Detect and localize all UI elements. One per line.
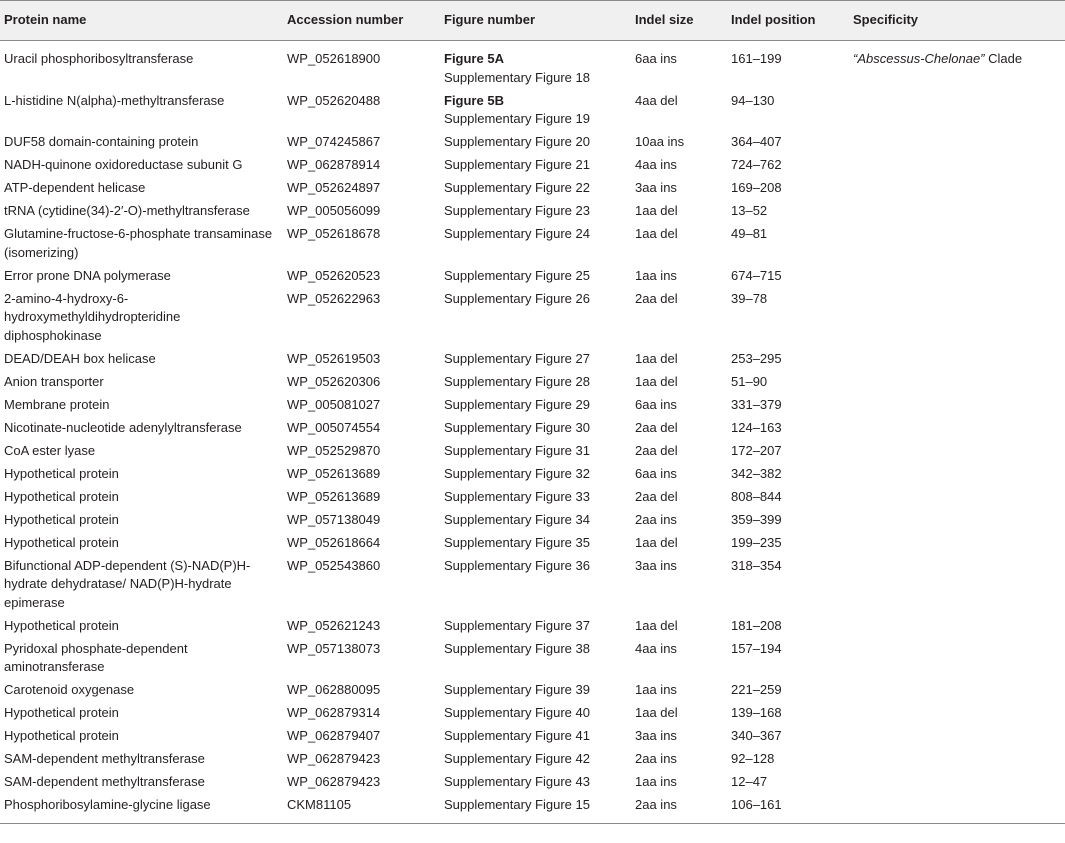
header-indel-position: Indel position [727, 1, 849, 41]
specificity-cell [849, 439, 1065, 462]
protein-name-cell: L-histidine N(alpha)-methyltransferase [4, 92, 225, 108]
indel-size-cell: 6aa ins [635, 465, 677, 481]
accession-number-cell: WP_052529870 [287, 442, 381, 458]
table-row [0, 485, 1065, 508]
accession-number-cell: WP_057138049 [287, 511, 381, 527]
indel-size-cell: 2aa del [635, 419, 678, 435]
specificity-cell [849, 771, 1065, 794]
specificity-cell [849, 393, 1065, 416]
accession-number-cell: WP_062879423 [287, 751, 381, 766]
indel-size-cell: 2aa del [635, 290, 678, 306]
specificity-cell [849, 41, 1065, 90]
figure-number-cell [440, 264, 631, 287]
figure-supplementary-label: Supplementary Figure 30 [444, 419, 590, 435]
figure-supplementary-label: Supplementary Figure 41 [444, 728, 590, 743]
indel-position-cell: 364–407 [731, 134, 782, 149]
table-row [0, 748, 1065, 771]
table-row [0, 347, 1065, 370]
table-row [0, 223, 1065, 265]
figure-number-cell [440, 416, 631, 439]
specificity-cell [849, 154, 1065, 177]
table-row [0, 508, 1065, 531]
protein-name-cell: Hypothetical protein [4, 705, 119, 720]
accession-number-cell: WP_052624897 [287, 180, 381, 195]
figure-number-cell [440, 462, 631, 485]
protein-name-cell: Hypothetical protein [4, 617, 119, 633]
indel-position-cell: 318–354 [731, 557, 782, 573]
figure-number-cell [440, 725, 631, 748]
figure-number-cell [440, 508, 631, 531]
specificity-cell [849, 725, 1065, 748]
figure-number-cell [440, 131, 631, 154]
protein-name-cell: Hypothetical protein [4, 534, 119, 550]
accession-number-cell: WP_057138073 [287, 640, 381, 656]
header-accession-number: Accession number [283, 1, 440, 41]
specificity-cell [849, 223, 1065, 265]
table-row [0, 177, 1065, 200]
header-figure-number: Figure number [440, 1, 631, 41]
indel-size-cell: 1aa del [635, 373, 678, 389]
protein-name-cell: DUF58 domain-containing protein [4, 134, 199, 149]
figure-supplementary-label: Supplementary Figure 40 [444, 705, 590, 720]
figure-supplementary-label: Supplementary Figure 24 [444, 226, 590, 241]
figure-number-cell [440, 370, 631, 393]
figure-number-cell [440, 439, 631, 462]
figure-supplementary-label: Supplementary Figure 25 [444, 267, 590, 283]
indel-position-cell: 92–128 [731, 751, 775, 766]
accession-number-cell: WP_052618678 [287, 226, 381, 241]
figure-number-cell [440, 41, 631, 90]
figure-supplementary-label: Supplementary Figure 26 [444, 290, 590, 306]
specificity-cell [849, 347, 1065, 370]
figure-number-cell [440, 679, 631, 702]
specificity-cell [849, 508, 1065, 531]
accession-number-cell: WP_062879423 [287, 774, 381, 789]
accession-number-cell: WP_074245867 [287, 134, 381, 149]
table-row [0, 554, 1065, 614]
indel-position-cell: 359–399 [731, 511, 782, 527]
accession-number-cell: WP_062879407 [287, 728, 381, 743]
specificity-clade-name: “Abscessus-Chelonae” [853, 51, 985, 66]
specificity-cell [849, 131, 1065, 154]
protein-name-cell: Uracil phosphoribosyltransferase [4, 51, 194, 66]
indel-size-cell: 1aa ins [635, 774, 677, 789]
figure-supplementary-label: Supplementary Figure 15 [444, 797, 590, 812]
table-row [0, 462, 1065, 485]
indel-size-cell: 4aa ins [635, 157, 677, 172]
figure-supplementary-label: Supplementary Figure 27 [444, 350, 590, 366]
header-indel-size: Indel size [631, 1, 727, 41]
specificity-cell [849, 554, 1065, 614]
accession-number-cell: WP_062879314 [287, 705, 381, 720]
accession-number-cell: CKM81105 [283, 794, 440, 823]
protein-name-cell: 2-amino-4-hydroxy-6-hydroxymethyldihydropteridine diphosphokinase [4, 290, 181, 343]
indel-position-cell: 724–762 [731, 157, 782, 172]
figure-number-cell [440, 794, 631, 823]
protein-name-cell: Hypothetical protein [4, 488, 119, 504]
figure-supplementary-label: Supplementary Figure 20 [444, 134, 590, 149]
indel-size-cell: 4aa ins [635, 640, 677, 656]
indel-position-cell: 674–715 [731, 267, 782, 283]
specificity-cell [849, 637, 1065, 679]
accession-number-cell: WP_052613689 [287, 488, 381, 504]
figure-number-cell [440, 485, 631, 508]
indel-position-cell: 94–130 [731, 92, 775, 108]
indel-size-cell: 1aa del [635, 534, 678, 550]
specificity-cell [849, 748, 1065, 771]
table-row [0, 439, 1065, 462]
accession-number-cell: WP_052618900 [287, 51, 381, 66]
indel-size-cell: 6aa ins [635, 396, 677, 412]
protein-name-cell: Hypothetical protein [4, 465, 119, 481]
table-row [0, 89, 1065, 131]
accession-number-cell: WP_052618664 [287, 534, 381, 550]
protein-name-cell: Hypothetical protein [4, 728, 119, 743]
protein-name-cell: ATP-dependent helicase [4, 180, 146, 195]
figure-supplementary-label: Supplementary Figure 39 [444, 682, 590, 697]
indel-size-cell: 1aa del [635, 350, 678, 366]
header-specificity: Specificity [849, 1, 1065, 41]
figure-number-cell [440, 614, 631, 637]
specificity-cell [849, 702, 1065, 725]
protein-name-cell: Nicotinate-nucleotide adenylyltransferase [4, 419, 242, 435]
accession-number-cell: WP_052543860 [287, 557, 381, 573]
indel-position-cell: 12–47 [731, 774, 768, 789]
table-row [0, 264, 1065, 287]
specificity-cell [849, 264, 1065, 287]
indel-size-cell: 2aa del [635, 488, 678, 504]
figure-number-cell [440, 200, 631, 223]
indel-position-cell: 340–367 [731, 728, 782, 743]
table-row [0, 531, 1065, 554]
figure-number-cell [440, 177, 631, 200]
indel-position-cell: 169–208 [731, 180, 782, 195]
indel-size-cell: 6aa ins [635, 51, 677, 66]
specificity-cell [849, 200, 1065, 223]
indel-size-cell: 3aa ins [635, 557, 677, 573]
indel-position-cell: 139–168 [731, 705, 782, 720]
table-row [0, 679, 1065, 702]
accession-number-cell: WP_052620306 [287, 373, 381, 389]
figure-supplementary-label: Supplementary Figure 32 [444, 465, 590, 481]
specificity-cell [849, 416, 1065, 439]
figure-supplementary-label: Supplementary Figure 19 [444, 111, 590, 126]
figure-supplementary-label: Supplementary Figure 37 [444, 617, 590, 633]
table-row [0, 41, 1065, 90]
indel-position-cell: 39–78 [731, 290, 768, 306]
header-protein-name: Protein name [0, 1, 283, 41]
indel-position-cell: 221–259 [731, 682, 782, 697]
protein-name-cell: SAM-dependent methyltransferase [4, 751, 205, 766]
specificity-cell [849, 370, 1065, 393]
table-row [0, 131, 1065, 154]
table-body [0, 41, 1065, 824]
table-row [0, 637, 1065, 679]
figure-supplementary-label: Supplementary Figure 33 [444, 488, 590, 504]
figure-supplementary-label: Supplementary Figure 31 [444, 442, 590, 458]
table-row [0, 614, 1065, 637]
indel-position-cell: 172–207 [731, 442, 782, 458]
accession-number-cell: WP_062878914 [287, 157, 381, 172]
figure-number-cell [440, 748, 631, 771]
figure-supplementary-label: Supplementary Figure 22 [444, 180, 590, 195]
protein-name-cell: CoA ester lyase [4, 442, 96, 458]
indel-position-cell: 181–208 [731, 617, 782, 633]
protein-name-cell: Bifunctional ADP-dependent (S)-NAD(P)H-hydrate dehydratase/ NAD(P)H-hydrate epimerase [4, 557, 251, 610]
table-row [0, 416, 1065, 439]
protein-name-cell: Error prone DNA polymerase [4, 267, 171, 283]
table-row [0, 771, 1065, 794]
figure-number-cell [440, 771, 631, 794]
accession-number-cell: WP_052619503 [287, 350, 381, 366]
indel-position-cell: 808–844 [731, 488, 782, 504]
protein-name-cell: Pyridoxal phosphate-dependent aminotransferase [4, 640, 188, 674]
figure-main-label: Figure 5B [444, 92, 504, 108]
figure-number-cell [440, 531, 631, 554]
indel-position-cell: 124–163 [731, 419, 782, 435]
indel-position-cell: 199–235 [731, 534, 782, 550]
accession-number-cell: WP_052622963 [287, 290, 381, 306]
figure-supplementary-label: Supplementary Figure 43 [444, 774, 590, 789]
specificity-cell [849, 794, 1065, 823]
indel-size-cell: 2aa ins [631, 794, 727, 823]
indel-size-cell: 1aa del [635, 617, 678, 633]
figure-supplementary-label: Supplementary Figure 42 [444, 751, 590, 766]
indel-position-cell: 13–52 [731, 203, 768, 218]
indel-size-cell: 2aa ins [635, 751, 677, 766]
protein-name-cell: SAM-dependent methyltransferase [4, 774, 205, 789]
table-row [0, 725, 1065, 748]
figure-number-cell [440, 637, 631, 679]
accession-number-cell: WP_005056099 [287, 203, 381, 218]
table-row [0, 154, 1065, 177]
table-row [0, 370, 1065, 393]
table-header [0, 1, 1065, 41]
figure-supplementary-label: Supplementary Figure 36 [444, 557, 590, 573]
table-row [0, 200, 1065, 223]
protein-name-cell: tRNA (cytidine(34)-2′-O)-methyltransferase [4, 203, 250, 218]
indel-size-cell: 1aa ins [635, 267, 677, 283]
figure-number-cell [440, 347, 631, 370]
specificity-cell [849, 462, 1065, 485]
indel-position-cell: 51–90 [731, 373, 768, 389]
indel-size-cell: 2aa del [635, 442, 678, 458]
figure-supplementary-label: Supplementary Figure 35 [444, 534, 590, 550]
figure-supplementary-label: Supplementary Figure 38 [444, 640, 590, 656]
indel-size-cell: 10aa ins [635, 134, 685, 149]
accession-number-cell: WP_052620488 [287, 92, 381, 108]
indel-position-cell: 161–199 [731, 51, 782, 66]
protein-name-cell: Hypothetical protein [4, 511, 119, 527]
indel-position-cell: 253–295 [731, 350, 782, 366]
accession-number-cell: WP_052620523 [287, 267, 381, 283]
indel-position-cell: 331–379 [731, 396, 782, 412]
header-row [0, 1, 1065, 41]
accession-number-cell: WP_005074554 [287, 419, 381, 435]
protein-name-cell: NADH-quinone oxidoreductase subunit G [4, 157, 243, 172]
specificity-cell [849, 531, 1065, 554]
protein-name-cell: Phosphoribosylamine-glycine ligase [0, 794, 283, 823]
figure-supplementary-label: Supplementary Figure 18 [444, 69, 590, 85]
figure-supplementary-label: Supplementary Figure 23 [444, 203, 590, 218]
figure-supplementary-label: Supplementary Figure 29 [444, 396, 590, 412]
figure-supplementary-label: Supplementary Figure 34 [444, 511, 590, 527]
indel-size-cell: 1aa del [635, 226, 678, 241]
specificity-cell [849, 287, 1065, 347]
indel-position-cell: 49–81 [731, 226, 768, 241]
table-row [0, 393, 1065, 416]
indel-size-cell: 4aa del [635, 92, 678, 108]
protein-name-cell: DEAD/DEAH box helicase [4, 350, 156, 366]
accession-number-cell: WP_062880095 [287, 682, 381, 697]
accession-number-cell: WP_052621243 [287, 617, 381, 633]
figure-main-label: Figure 5A [444, 51, 504, 66]
figure-number-cell [440, 702, 631, 725]
specificity-cell [849, 614, 1065, 637]
protein-name-cell: Carotenoid oxygenase [4, 682, 135, 697]
specificity-suffix: Clade [984, 51, 1023, 66]
protein-name-cell: Anion transporter [4, 373, 104, 389]
figure-number-cell [440, 223, 631, 265]
indel-position-cell: 342–382 [731, 465, 782, 481]
table-row [0, 794, 1065, 823]
figure-number-cell [440, 89, 631, 131]
indel-size-cell: 3aa ins [635, 728, 677, 743]
indel-size-cell: 1aa del [635, 203, 678, 218]
figure-number-cell [440, 393, 631, 416]
figure-supplementary-label: Supplementary Figure 21 [444, 157, 590, 172]
figure-supplementary-label: Supplementary Figure 28 [444, 373, 590, 389]
accession-number-cell: WP_052613689 [287, 465, 381, 481]
protein-name-cell: Membrane protein [4, 396, 110, 412]
table-row [0, 287, 1065, 347]
table-row [0, 702, 1065, 725]
figure-number-cell [440, 154, 631, 177]
figure-number-cell [440, 287, 631, 347]
specificity-cell [849, 89, 1065, 131]
indel-size-cell: 3aa ins [635, 180, 677, 195]
accession-number-cell: WP_005081027 [287, 396, 381, 412]
figure-number-cell [440, 554, 631, 614]
indel-size-cell: 1aa ins [635, 682, 677, 697]
specificity-cell [849, 485, 1065, 508]
specificity-cell [849, 679, 1065, 702]
indel-position-cell: 157–194 [731, 640, 782, 656]
specificity-cell [849, 177, 1065, 200]
indel-position-cell: 106–161 [727, 794, 849, 823]
protein-name-cell: Glutamine-fructose-6-phosphate transaminase (isomerizing) [4, 226, 273, 260]
indel-size-cell: 2aa ins [635, 511, 677, 527]
indel-size-cell: 1aa del [635, 705, 678, 720]
